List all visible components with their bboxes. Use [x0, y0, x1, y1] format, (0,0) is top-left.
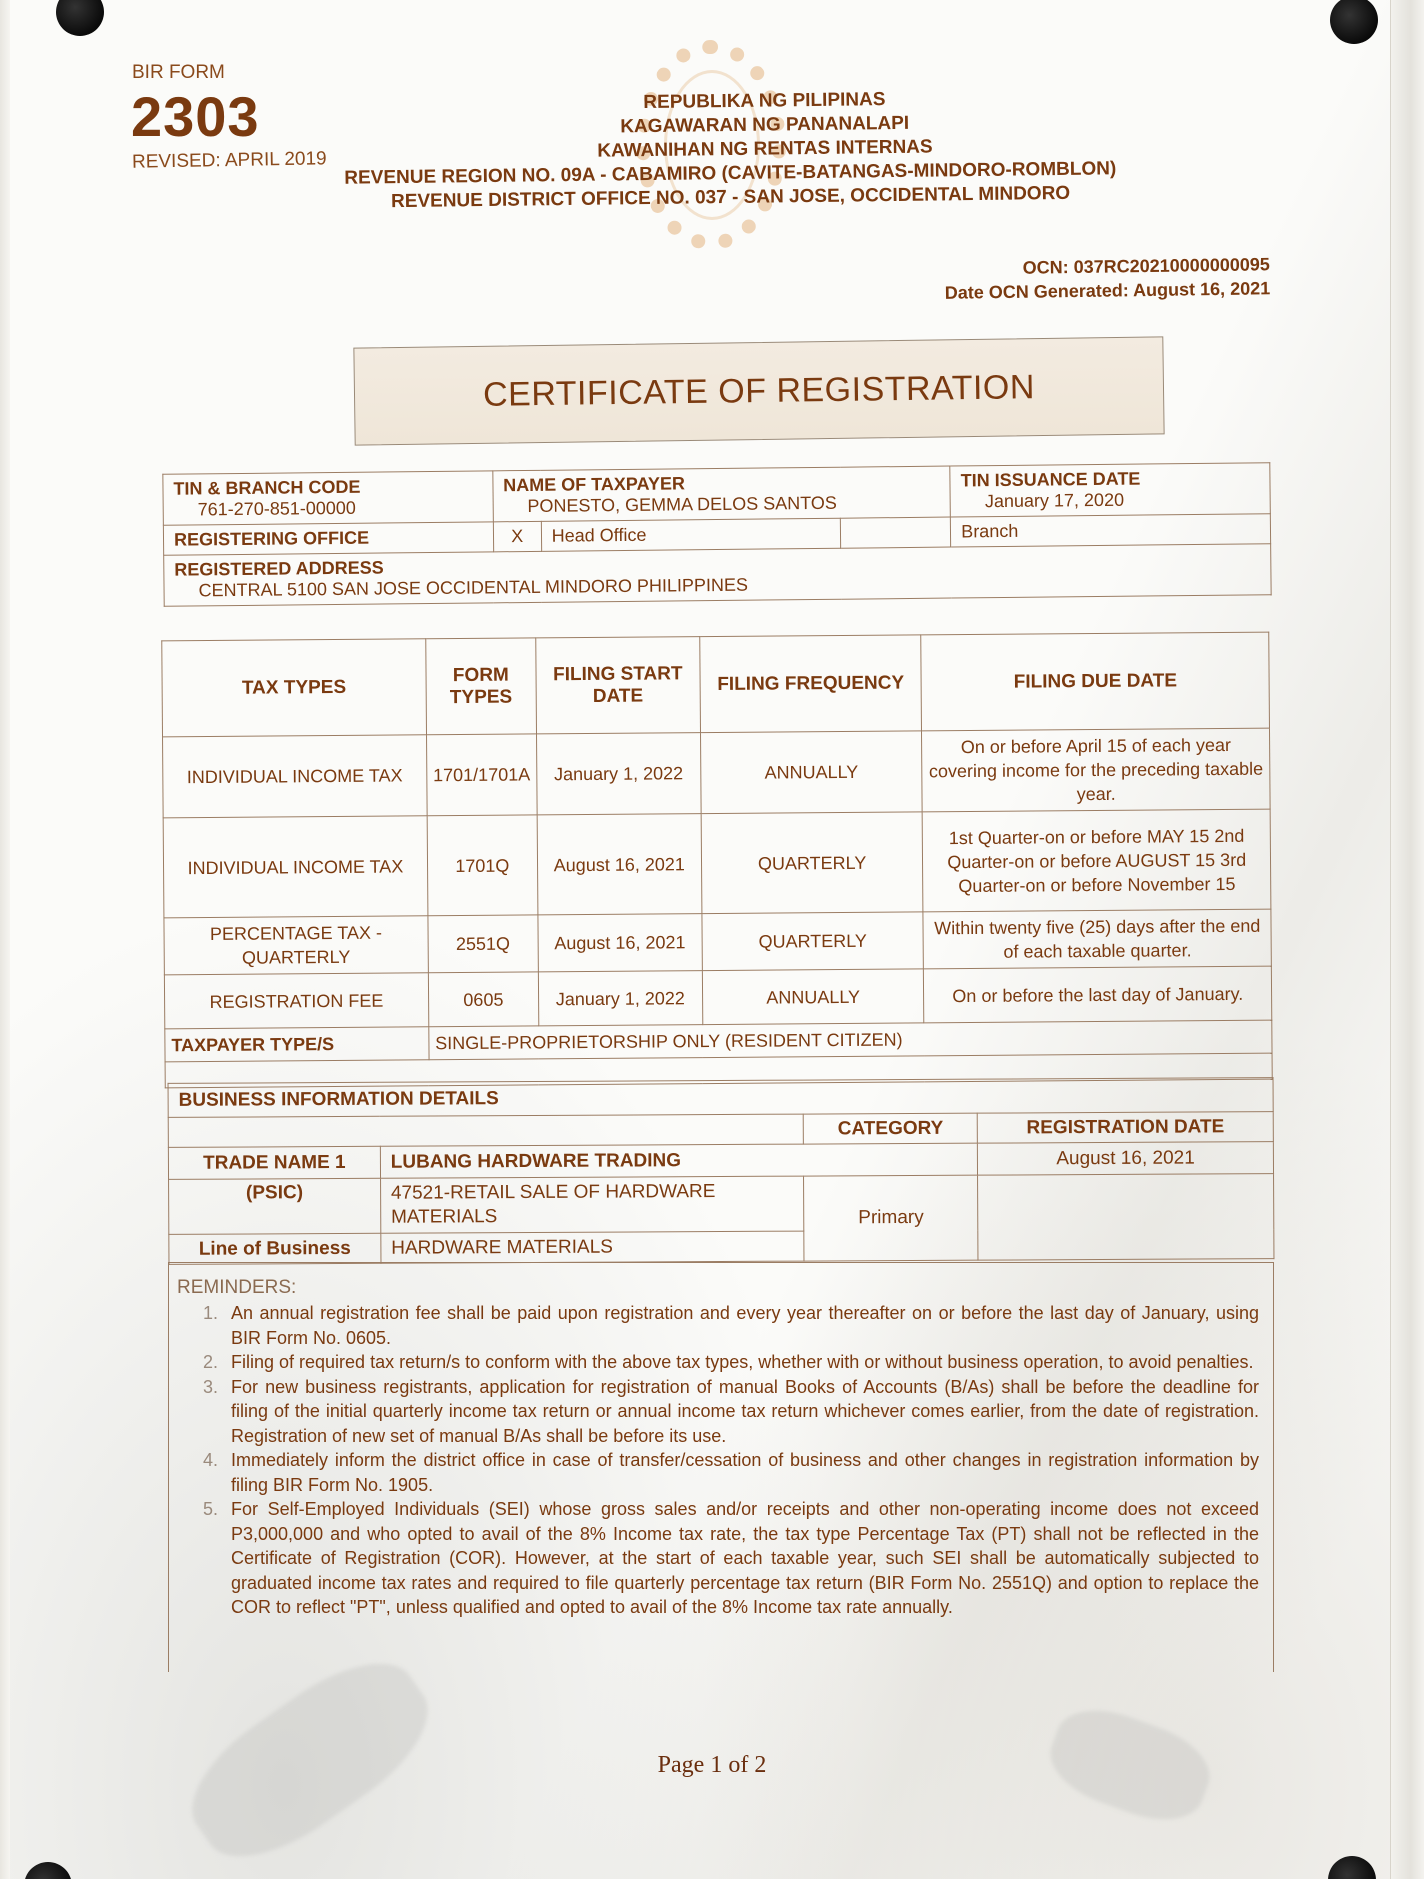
column-header-form-types: FORM TYPES — [426, 638, 537, 735]
list-text: Filing of required tax return/s to conform with the above tax types, whether with or without business operation, to avoid penalties. — [231, 1352, 1254, 1372]
ocn-date: Date OCN Generated: August 16, 2021 — [944, 278, 1271, 303]
tin-issuance-label: TIN ISSUANCE DATE — [960, 468, 1141, 491]
tin-cell — [163, 471, 493, 525]
start-date-cell: August 16, 2021 — [537, 814, 702, 915]
due-date-cell: On or before the last day of January. — [924, 966, 1272, 1023]
frequency-cell: QUARTERLY — [702, 912, 924, 971]
start-date-cell: January 1, 2022 — [538, 971, 702, 1026]
start-date-cell: January 1, 2022 — [536, 733, 700, 815]
form-type-cell: 2551Q — [428, 915, 539, 973]
page-number: Page 1 of 2 — [657, 1752, 767, 1778]
branch-label: Branch — [951, 514, 1271, 547]
table-row — [164, 909, 1271, 975]
tax-types-table — [161, 632, 1272, 1089]
list-item — [177, 1375, 1259, 1449]
list-number: 2. — [203, 1352, 219, 1372]
table-row — [163, 809, 1271, 918]
category-value: Primary — [804, 1175, 978, 1261]
paper-edge-right — [1390, 0, 1424, 1879]
reminders-list — [177, 1301, 1259, 1620]
list-item — [177, 1497, 1259, 1620]
reminders-section — [168, 1262, 1274, 1672]
registered-address-label: REGISTERED ADDRESS — [174, 557, 384, 580]
start-date-cell: August 16, 2021 — [538, 914, 702, 972]
taxpayer-name-label: NAME OF TAXPAYER — [503, 473, 685, 496]
header-line-republic: REPUBLIKA NG PILIPINAS — [643, 89, 886, 114]
list-number: 3. — [203, 1376, 219, 1397]
taxpayer-info-table — [162, 462, 1271, 607]
list-number: 4. — [203, 1450, 219, 1470]
tax-type-cell: INDIVIDUAL INCOME TAX — [163, 735, 427, 818]
registered-address-cell — [164, 544, 1271, 607]
list-item — [177, 1301, 1259, 1350]
taxpayer-name-value: PONESTO, GEMMA DELOS SANTOS — [527, 492, 837, 516]
registering-office-label: REGISTERING OFFICE — [163, 522, 493, 555]
frequency-cell: ANNUALLY — [700, 731, 922, 814]
tax-table-header-row — [162, 632, 1270, 737]
tin-issuance-cell — [950, 463, 1270, 517]
taxpayer-name-cell — [493, 466, 951, 522]
due-date-cell: Within twenty five (25) days after the end of each taxable quarter. — [923, 909, 1271, 969]
column-header-registration-date: REGISTRATION DATE — [977, 1112, 1273, 1144]
column-header-filing-due-date: FILING DUE DATE — [921, 632, 1269, 731]
certificate-title-box — [353, 336, 1164, 445]
frequency-cell: ANNUALLY — [702, 969, 924, 1025]
column-header-filing-frequency: FILING FREQUENCY — [699, 635, 922, 733]
ocn-block — [880, 252, 1271, 305]
line-of-business-value: HARDWARE MATERIALS — [381, 1231, 805, 1263]
due-date-cell: On or before April 15 of each year covering income for the preceding taxable year. — [922, 728, 1270, 812]
head-office-checkbox: X — [493, 521, 541, 552]
table-row — [164, 966, 1271, 1029]
column-header-filing-start-date: FILING START DATE — [536, 637, 701, 734]
agency-header — [279, 85, 1180, 216]
tax-type-cell: PERCENTAGE TAX - QUARTERLY — [164, 916, 428, 975]
form-type-cell: 0605 — [428, 972, 539, 1027]
tin-label: TIN & BRANCH CODE — [173, 476, 361, 499]
reminders-title: REMINDERS: — [177, 1277, 297, 1298]
list-text: For new business registrants, application for registration of manual Books of Accounts (B/As) shall be before the deadline for filing of the initial quarterly income tax return or annual income tax return whichever comes earlier, from the date of registration. Registration of new set of manual B/As shall be before its use. — [231, 1376, 1259, 1446]
form-revised-date: REVISED: APRIL 2019 — [131, 148, 327, 173]
registered-address-row — [164, 544, 1271, 607]
header-line-department: KAGAWARAN NG PANANALAPI — [620, 112, 910, 138]
list-item — [177, 1448, 1259, 1497]
list-text: For Self-Employed Individuals (SEI) whose gross sales and/or receipts and other non-operating income does not exceed P3,000,000 and who opted to avail of the 8% Income tax rate, the tax type Percentage Tax (PT) shall not be reflected in the Certificate of Registration (COR). However, at the start of each taxable year, such SEI shall be automatically subjected to graduated income tax rates and required to file quarterly percentage tax return (BIR Form No. 2551Q) and option to replace the COR to reflect "PT", unless qualified and opted to avail of the 8% Income tax rate annually. — [231, 1499, 1259, 1617]
tax-type-cell: REGISTRATION FEE — [164, 973, 428, 1029]
tin-value: 761-270-851-00000 — [197, 497, 356, 520]
registration-date-value: August 16, 2021 — [978, 1142, 1274, 1176]
empty-cell — [978, 1174, 1274, 1261]
column-header-tax-types: TAX TYPES — [162, 639, 427, 737]
taxpayer-type-value: SINGLE-PROPRIETORSHIP ONLY (RESIDENT CITIZEN) — [429, 1020, 1272, 1060]
paper-edge-left — [0, 0, 10, 1879]
business-section-label: BUSINESS INFORMATION DETAILS — [168, 1078, 1273, 1118]
business-info-table — [168, 1077, 1275, 1265]
column-header-category: CATEGORY — [803, 1113, 977, 1144]
header-line-region: REVENUE REGION NO. 09A - CABAMIRO (CAVITE-BATANGAS-MINDORO-ROMBLON) — [344, 158, 1117, 189]
form-type-cell: 1701Q — [427, 815, 538, 916]
head-office-label: Head Office — [541, 518, 841, 551]
registered-address-value: CENTRAL 5100 SAN JOSE OCCIDENTAL MINDORO PHILIPPINES — [198, 574, 749, 601]
business-section-row — [168, 1078, 1273, 1118]
trade-name-label: TRADE NAME 1 — [168, 1146, 380, 1179]
psic-value: 47521-RETAIL SALE OF HARDWARE MATERIALS — [380, 1176, 804, 1233]
empty-cell — [168, 1114, 803, 1147]
tin-issuance-value: January 17, 2020 — [984, 489, 1125, 512]
branch-checkbox — [841, 517, 951, 548]
page-title: CERTIFICATE OF REGISTRATION — [482, 367, 1036, 414]
due-date-cell: 1st Quarter-on or before MAY 15 2nd Quarter-on or before AUGUST 15 3rd Quarter-on or before November 15 — [923, 809, 1271, 912]
header-line-district: REVENUE DISTRICT OFFICE NO. 037 - SAN JOSE, OCCIDENTAL MINDORO — [390, 182, 1071, 213]
list-item — [177, 1350, 1259, 1375]
psic-row — [169, 1174, 1274, 1235]
list-number: 5. — [203, 1499, 219, 1519]
list-text: Immediately inform the district office in case of transfer/cessation of business and other changes in registration information by filing BIR Form No. 1905. — [231, 1450, 1259, 1495]
taxpayer-type-label: TAXPAYER TYPE/S — [165, 1027, 429, 1062]
form-label: BIR FORM — [132, 62, 225, 83]
ocn-number: OCN: 037RC20210000000095 — [1022, 254, 1270, 278]
line-of-business-label: Line of Business — [169, 1233, 381, 1264]
trade-name-value: LUBANG HARDWARE TRADING — [380, 1143, 978, 1178]
form-number: 2303 — [131, 85, 260, 148]
list-text: An annual registration fee shall be paid upon registration and every year thereafter on or before the last day of January, using BIR Form No. 0605. — [231, 1303, 1259, 1348]
header-line-bureau: KAWANIHAN NG RENTAS INTERNAS — [597, 136, 933, 162]
frequency-cell: QUARTERLY — [701, 812, 924, 914]
tax-type-cell: INDIVIDUAL INCOME TAX — [163, 816, 428, 918]
form-type-cell: 1701/1701A — [426, 734, 537, 816]
table-row — [163, 728, 1271, 818]
psic-label: (PSIC) — [169, 1178, 381, 1234]
list-number: 1. — [203, 1303, 219, 1323]
